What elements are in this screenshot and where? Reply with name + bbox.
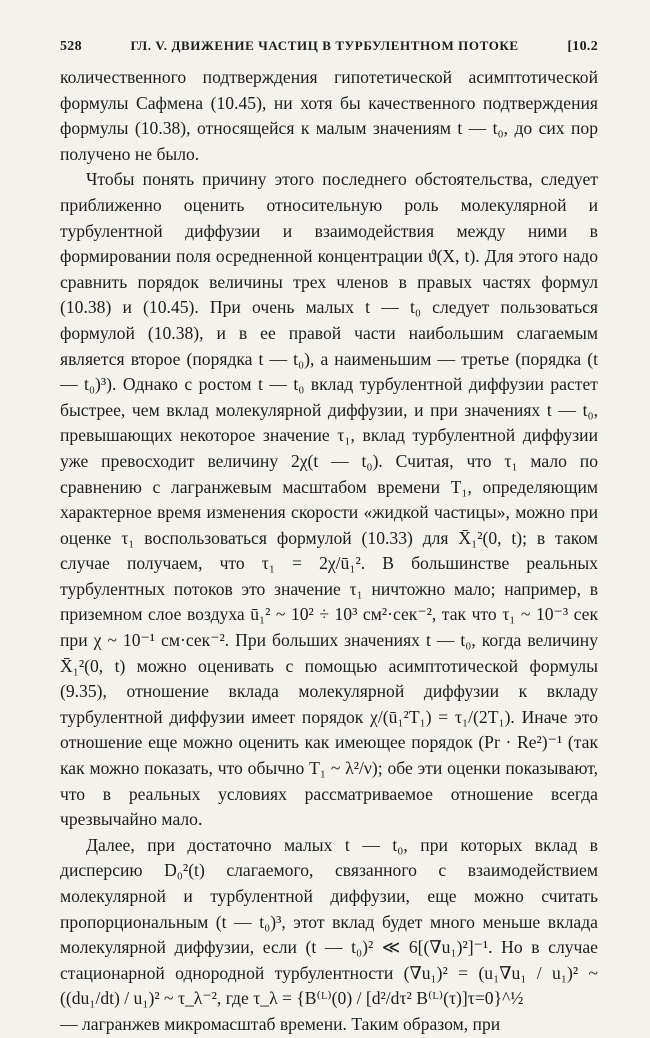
chapter-title: ГЛ. V. ДВИЖЕНИЕ ЧАСТИЦ В ТУРБУЛЕНТНОМ ПОТОКЕ [130, 38, 519, 53]
section-number: [10.2 [567, 39, 598, 54]
running-head [60, 38, 598, 55]
paragraph-3: Далее, при достаточно малых t — t₀, при которых вклад в дисперсию D₀²(t) слагаемого, связанного с взаимодействием молекулярной и турбулентной диффузии, еще можно считать пропорциональным (t — t₀)³, этот вклад будет много меньше вклада молекулярной диффузии, если (t — t₀)² ≪ 6[(∇u₁)²]⁻¹. Но в случае стационарной однородной турбулентности (∇u₁)² = (u₁∇u₁ / u₁)² ~ ((du₁/dt) / u₁)² ~ τ_λ⁻², где τ_λ = {B⁽ᴸ⁾(0) / [d²/dτ² B⁽ᴸ⁾(τ)]τ=0}^½ [60, 834, 598, 1009]
body-text [60, 65, 598, 1038]
page-number: 528 [60, 39, 82, 54]
last-line: — лагранжев микромасштаб времени. Таким образом, при [60, 1013, 501, 1034]
paragraph-2: Чтобы понять причину этого последнего обстоятельства, следует приближенно оценить относительную роль молекулярной и турбулентной диффузии и взаимодействия между ними в формировании поля осредненной концентрации ϑ(X, t). Для этого надо сравнить порядок величины трех членов в правых частях формул (10.38) и (10.45). При очень малых t — t₀ следует пользоваться формулой (10.38), и в ее правой части наибольшим слагаемым является второе (порядка t — t₀), а наименьшим — третье (порядка (t — t₀)³). Однако с ростом t — t₀ вклад турбулентной диффузии растет быстрее, чем вклад молекулярной диффузии, и при значениях t — t₀, превышающих некоторое значение τ₁, вклад турбулентной диффузии уже превосходит величину 2χ(t — t₀). Считая, что τ₁ мало по сравнению с лагранжевым масштабом времени T₁, определяющим характерное время изменения скорости «жидкой частицы», можно при оценке τ₁ воспользоваться формулой (10.33) для X̄₁²(0, t); в таком случае получаем, что τ₁ = 2χ/ū₁². В большинстве реальных турбулентных потоков это значение τ₁ ничтожно мало; например, в приземном слое воздуха ū₁² ~ 10² ÷ 10³ см²·сек⁻², так что τ₁ ~ 10⁻³ сек при χ ~ 10⁻¹ см·сек⁻². При больших значениях t — t₀, когда величину X̄₁²(0, t) можно оценивать с помощью асимптотической формулы (9.35), отношение вклада молекулярной диффузии к вкладу турбулентной диффузии имеет порядок χ/(ū₁²T₁) = τ₁/(2T₁). Иначе это отношение еще можно оценить как имеющее порядок (Pr · Re²)⁻¹ (так как можно показать, что обычно T₁ ~ λ²/ν); обе эти оценки показывают, что в реальных условиях рассматриваемое отношение всегда чрезвычайно мало. [60, 169, 598, 830]
paragraph-1: количественного подтверждения гипотетической асимптотической формулы Сафмена (10.45), ни хотя бы качественного подтверждения формулы (10.38), относящейся к малым значениям t — t₀, до сих пор получено не было. [60, 67, 598, 164]
